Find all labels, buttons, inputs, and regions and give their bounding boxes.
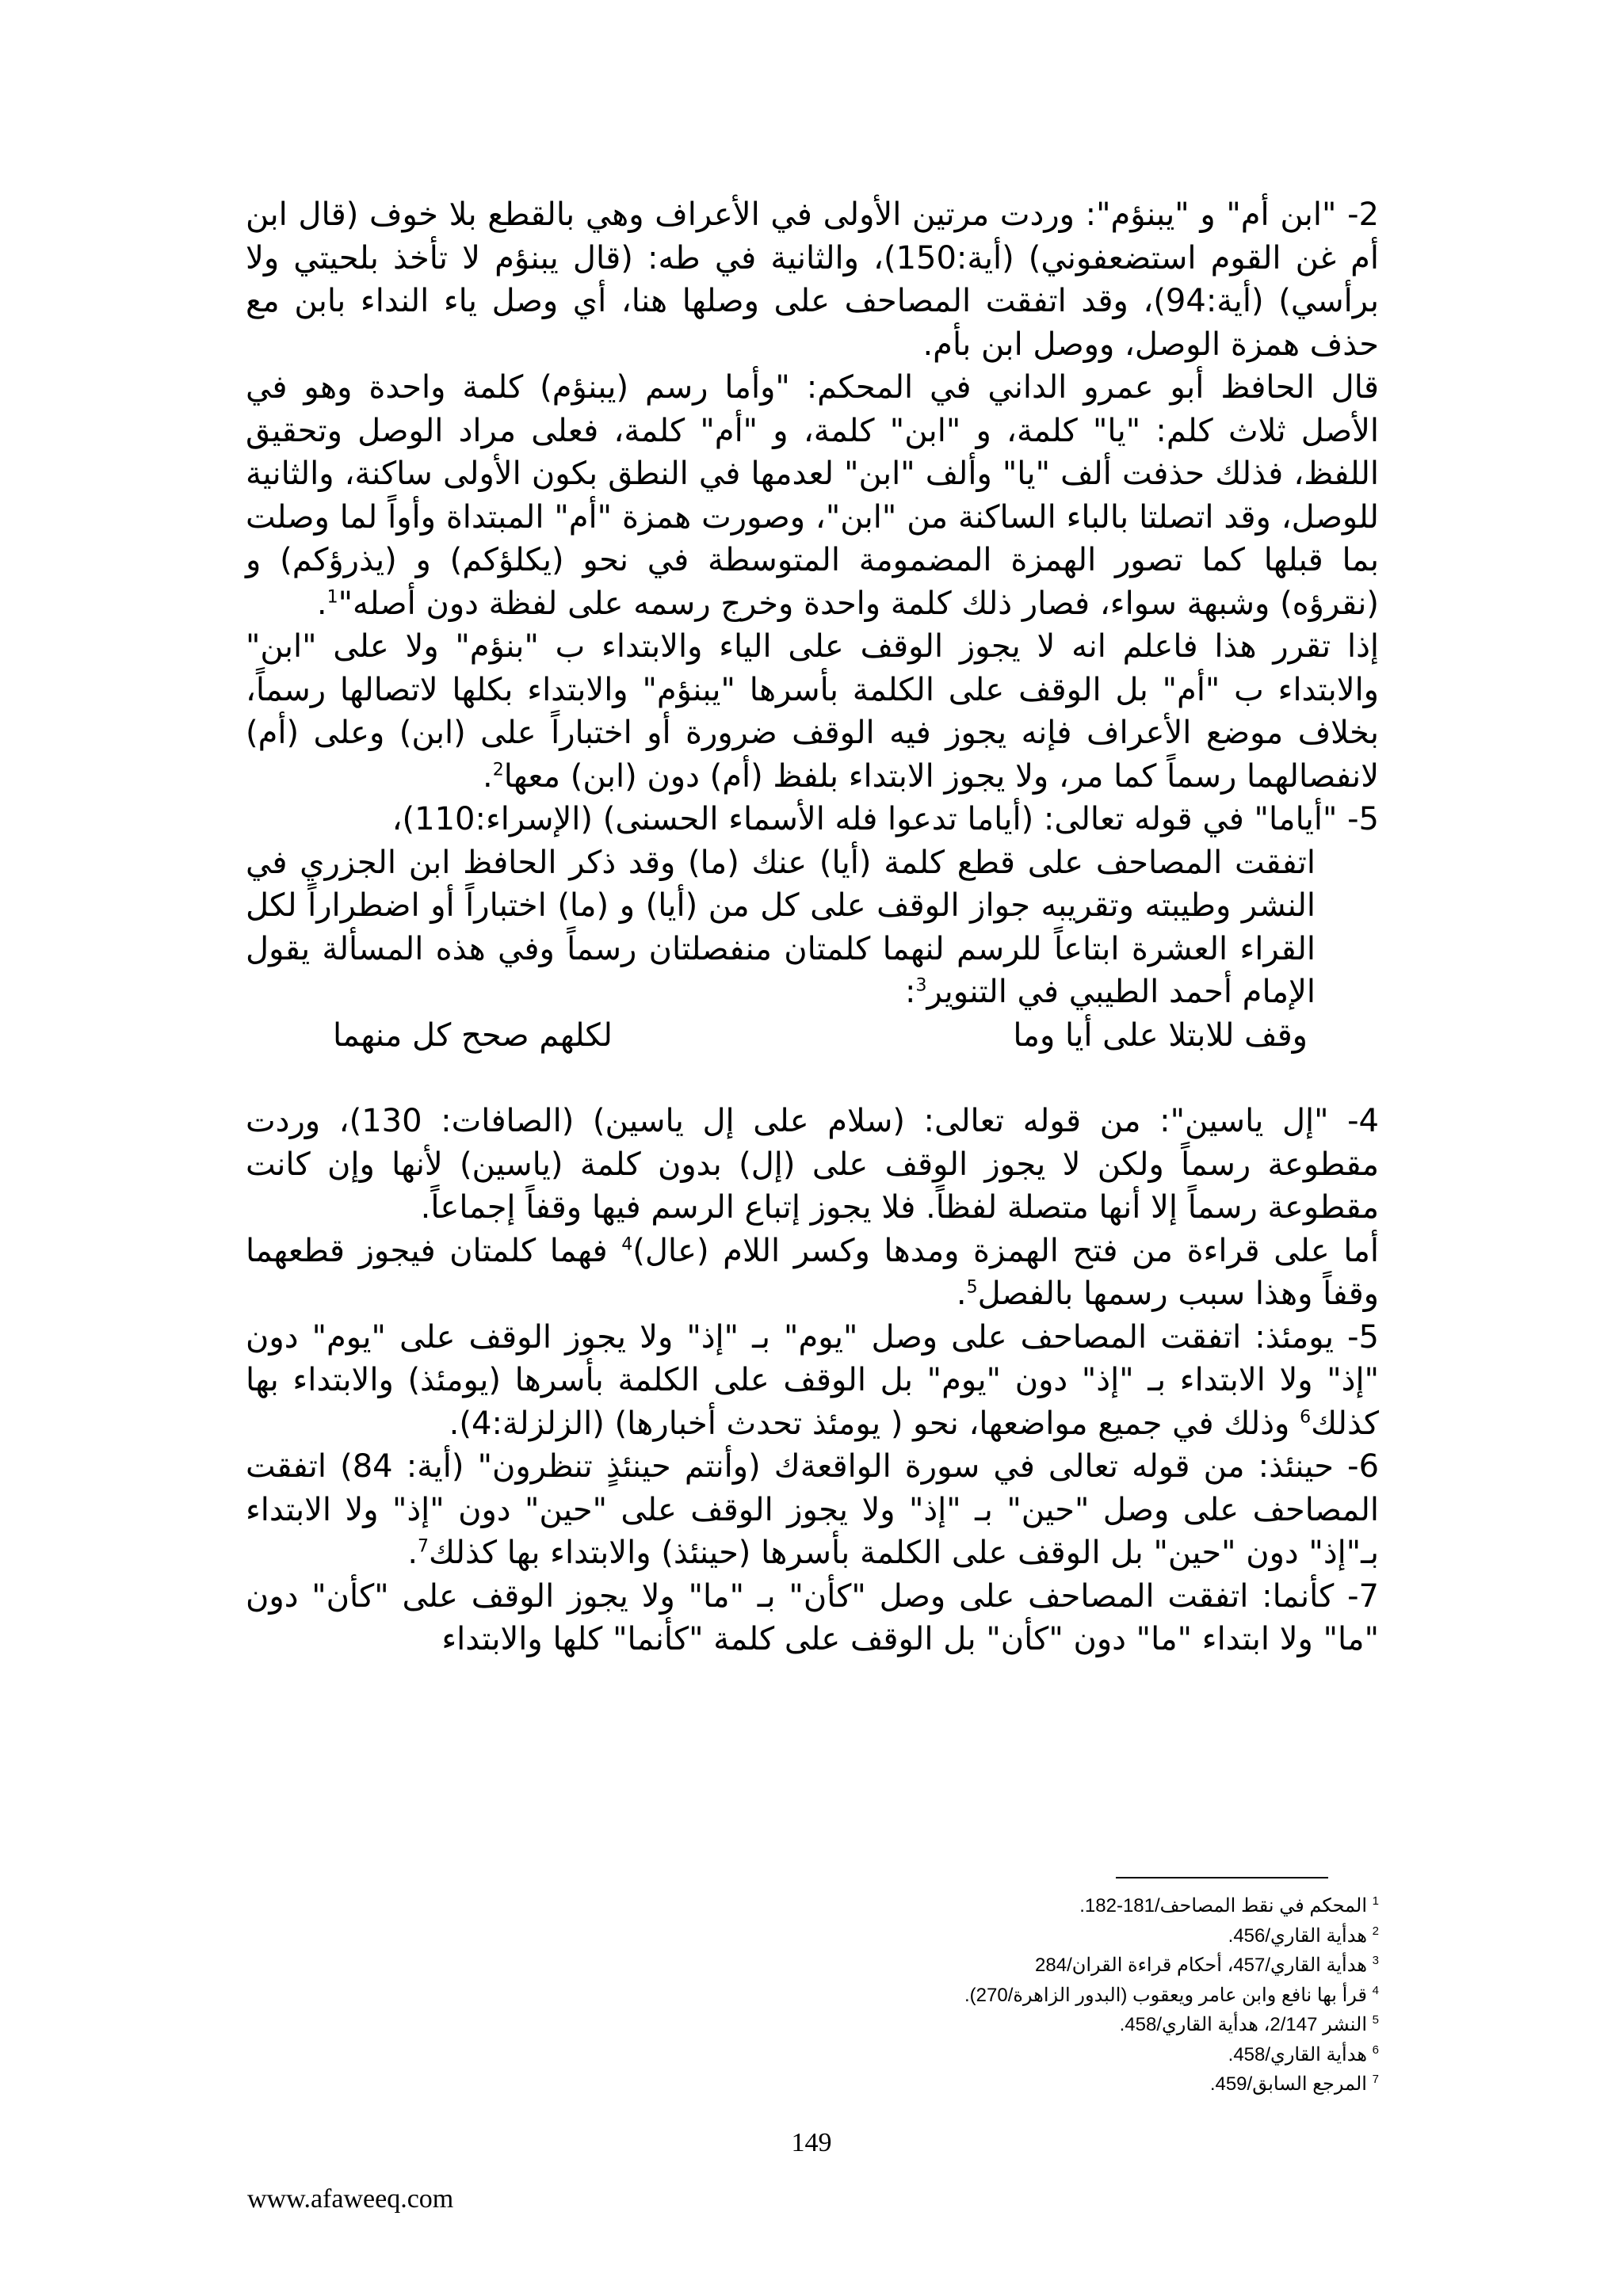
- footnote-4: $^4$ قرأ بها نافع وابن عامر ويعقوب (البدور الزاهرة/270).: [964, 1983, 1379, 2006]
- paragraph-waqf-rule: إذا تقرر هذا فاعلم انه لا يجوز الوقف على الياء والابتداء ب "بنؤم" ولا على "ابن" والابتداء ب "أم" بل الوقف على الكلمة بأسرها "يبنؤم" والابتداء بكلها لاتصالها رسماً، بخلاف موضع الأعراف فإنه يجوز فيه الوقف ضرورة أو اختباراً على (ابن) وعلى (أم) لانفصالهما رسماً كما مر، ولا يجوز الابتداء بلفظ (أم) دون (ابن) معها$^2$.: [246, 628, 1379, 795]
- footnote-ref-3[interactable]: 3: [915, 975, 927, 996]
- spacer: [246, 1057, 1379, 1100]
- footnote-ref-7[interactable]: 7: [418, 1536, 430, 1557]
- footnote-ref-6[interactable]: 6: [1300, 1407, 1312, 1428]
- footnote-separator: [1116, 1877, 1328, 1878]
- footnote-ref-4[interactable]: 4: [621, 1234, 633, 1255]
- paragraph-ayyama-heading: 5- "أياما" في قوله تعالى: (أياما تدعوا فله الأسماء الحسنى) (الإسراء:110)،: [391, 801, 1379, 837]
- verse-second-hemistich: لكلهم صحح كل منهما: [333, 1016, 613, 1054]
- main-text: [246, 193, 1379, 1661]
- paragraph-kaannama: 7- كأنما: اتفقت المصاحف على وصل "كأن" بـ "ما" ولا يجوز الوقف على "كأن" دون "ما" ولا ابتداء "ما" دون "كأن" بل الوقف على كلمة "كأنما" كلها والابتداء: [246, 1577, 1379, 1657]
- paragraph-ayyama-body: اتفقت المصاحف على قطع كلمة (أيا) عنك (ما) وقد ذكر الحافظ ابن الجزري في النشر وطيبته وتقريبه جواز الوقف على كل من (أيا) و (ما) اختباراً أو اضطراراً لكل القراء العشرة ابتاعاً للرسم لنهما كلمتان منفصلتان رسماً وفي هذه المسألة يقول الإمام أحمد الطيبي في التنوير$^3$:: [246, 844, 1316, 1010]
- paragraph-dani-quote: قال الحافظ أبو عمرو الداني في المحكم: "وأما رسم (يبنؤم) كلمة واحدة وهو في الأصل ثلاث كلم: "يا" كلمة، و "ابن" كلمة، و "أم" كلمة، فعلى مراد الوصل وتحقيق اللفظ، فذلك حذفت ألف "يا" وألف "ابن" لعدمها في النطق بكون الأولى ساكنة، والثانية للوصل، وقد اتصلتا بالباء الساكنة من "ابن"، وصورت همزة "أم" المبتداة وأواً لما وصلت بما قبلها كما تصور الهمزة المضمومة المتوسطة في نحو (يكلؤكم) و (يذرؤكم) و (نقرؤه) وشبهة سواء، فصار ذلك كلمة واحدة وخرج رسمه على لفظة دون أصله"$^1$.: [246, 369, 1379, 622]
- footnote-2: $^2$ هدأية القاري/456.: [1228, 1924, 1379, 1947]
- paragraph-aal-reading: أما على قراءة من فتح الهمزة ومدها وكسر اللام (عال)$^4$ فهما كلمتان فيجوز قطعهما وقفاً وهذا سبب رسمها بالفصل$^5$.: [246, 1232, 1380, 1312]
- page-number: 149: [791, 2128, 832, 2157]
- footnote-5: $^5$ النشر 2/147، هدأية القاري/458.: [1119, 2013, 1379, 2035]
- footnotes: [602, 1891, 1379, 2100]
- footnote-ref-2[interactable]: 2: [492, 760, 504, 780]
- paragraph-il-yasin: 4- "إل ياسين": من قوله تعالى: (سلام على إل ياسين) (الصافات: 130)، وردت مقطوعة رسماً ولكن لا يجوز الوقف على (إل) بدون كلمة (ياسين) لأنها وإن كانت مقطوعة رسماً إلا أنها متصلة لفظاً. فلا يجوز إتباع الرسم فيها وقفاً إجماعاً.: [246, 1103, 1379, 1226]
- poetry-verse: [246, 1014, 1379, 1058]
- footnote-7: $^7$ المرجع السابق/459.: [1209, 2073, 1379, 2095]
- website-link[interactable]: www.afaweeq.com: [247, 2184, 454, 2214]
- footnote-ref-1[interactable]: 1: [327, 587, 338, 608]
- paragraph-hinaidhin: 6- حينئذ: من قوله تعالى في سورة الواقعةك (وأنتم حينئذٍ تنظرون" (أية: 84) اتفقت المصاحف على وصل "حين" بـ "إذ" ولا يجوز الوقف على "حين" دون "إذ" ولا الابتداء بـ"إذ" دون "حين" بل الوقف على الكلمة بأسرها (حينئذ) والابتداء بها كذلك$^7$.: [246, 1448, 1380, 1571]
- footnote-3: $^3$ هدأية القاري/457، أحكام قراءة القران/284: [1035, 1954, 1379, 1976]
- footnote-1: $^1$ المحكم في نقط المصاحف/181-182.: [1079, 1894, 1379, 1917]
- paragraph-yawmaidhin: 5- يومئذ: اتفقت المصاحف على وصل "يوم" بـ "إذ" ولا يجوز الوقف على "يوم" دون "إذ" ولا الابتداء بـ "إذ" دون "يوم" بل الوقف على الكلمة بأسرها (يومئذ) والابتداء بها كذلك$^6$ وذلك في جميع مواضعها، نحو ( يومئذ تحدث أخبارها) (الزلزلة:4).: [246, 1318, 1379, 1442]
- verse-first-hemistich: وقف للابتلا على أيا وما: [1013, 1016, 1308, 1054]
- footnote-ref-5[interactable]: 5: [966, 1277, 978, 1298]
- paragraph-ibn-umm: 2- "ابن أم" و "يبنؤم": وردت مرتين الأولى في الأعراف وهي بالقطع بلا خوف (قال ابن أم غن القوم استضعفوني) (أية:150)، والثانية في طه: (قال يبنؤم لا تأخذ بلحيتي ولا برأسي) (أية:94)، وقد اتفقت المصاحف على وصلها هنا، أي وصل ياء النداء بابن مع حذف همزة الوصل، ووصل ابن بأم.: [246, 196, 1379, 363]
- footnote-6: $^6$ هدأية القاري/458.: [1228, 2042, 1379, 2065]
